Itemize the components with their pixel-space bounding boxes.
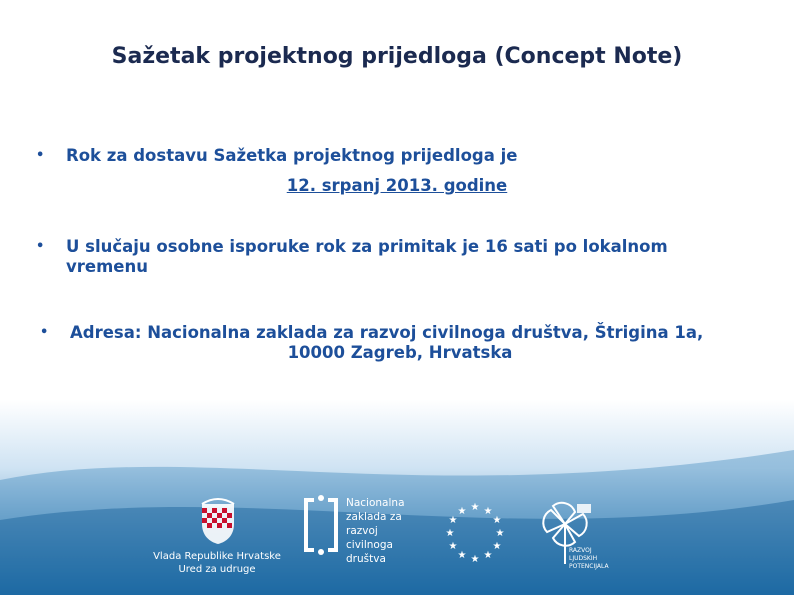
hr-logo-line1: RAZVOJ (569, 547, 592, 554)
logo-strip (0, 490, 794, 590)
government-logo-line1: Vlada Republike Hrvatske (153, 551, 281, 562)
hr-logo-line3: POTENCIJALA (569, 563, 609, 570)
svg-text:★: ★ (495, 528, 505, 539)
svg-text:★: ★ (492, 541, 502, 552)
address-line-2: 10000 Zagreb, Hrvatska (287, 343, 513, 362)
svg-text:★: ★ (448, 541, 458, 552)
bullet-delivery (36, 237, 746, 277)
bracket-logo-icon (306, 500, 336, 550)
foundation-logo-line3: razvoj (346, 525, 378, 537)
deadline-date: 12. srpanj 2013. godine (286, 176, 508, 195)
svg-text:★: ★ (492, 515, 502, 526)
svg-text:★: ★ (445, 528, 455, 539)
foundation-logo-line5: društva (346, 553, 386, 565)
svg-text:★: ★ (457, 550, 467, 561)
svg-text:★: ★ (470, 554, 480, 564)
bullet-text: Rok za dostavu Sažetka projektnog prijedloga je (66, 146, 518, 165)
svg-text:★: ★ (448, 515, 458, 526)
bullet-dot: • (36, 239, 45, 254)
hr-logo-line2: LJUDSKIH (569, 555, 598, 562)
foundation-logo-line4: civilnoga (346, 539, 393, 551)
bullet-text: U slučaju osobne isporuke rok za primitak je 16 sati po lokalnom vremenu (66, 237, 668, 276)
human-resources-logo (535, 494, 625, 580)
bullet-deadline (36, 146, 766, 166)
bullet-dot: • (40, 325, 49, 340)
svg-text:★: ★ (483, 550, 493, 561)
bullet-dot: • (36, 148, 45, 163)
croatian-coat-of-arms-icon (202, 499, 234, 544)
address-line-1: Adresa: Nacionalna zaklada za razvoj civilnoga društva, Štrigina 1a, (70, 323, 704, 342)
foundation-logo-line2: zaklada za (346, 511, 402, 523)
svg-text:★: ★ (457, 506, 467, 517)
svg-text:★: ★ (470, 502, 480, 513)
slide-title: Sažetak projektnog prijedloga (Concept Note) (111, 44, 683, 69)
bullet-address (40, 323, 770, 363)
government-logo-line2: Ured za udruge (178, 564, 256, 575)
eu-stars-icon (443, 500, 507, 564)
government-logo (150, 496, 285, 576)
svg-text:★: ★ (483, 506, 493, 517)
foundation-logo-line1: Nacionalna (346, 497, 405, 509)
foundation-logo (302, 490, 422, 580)
